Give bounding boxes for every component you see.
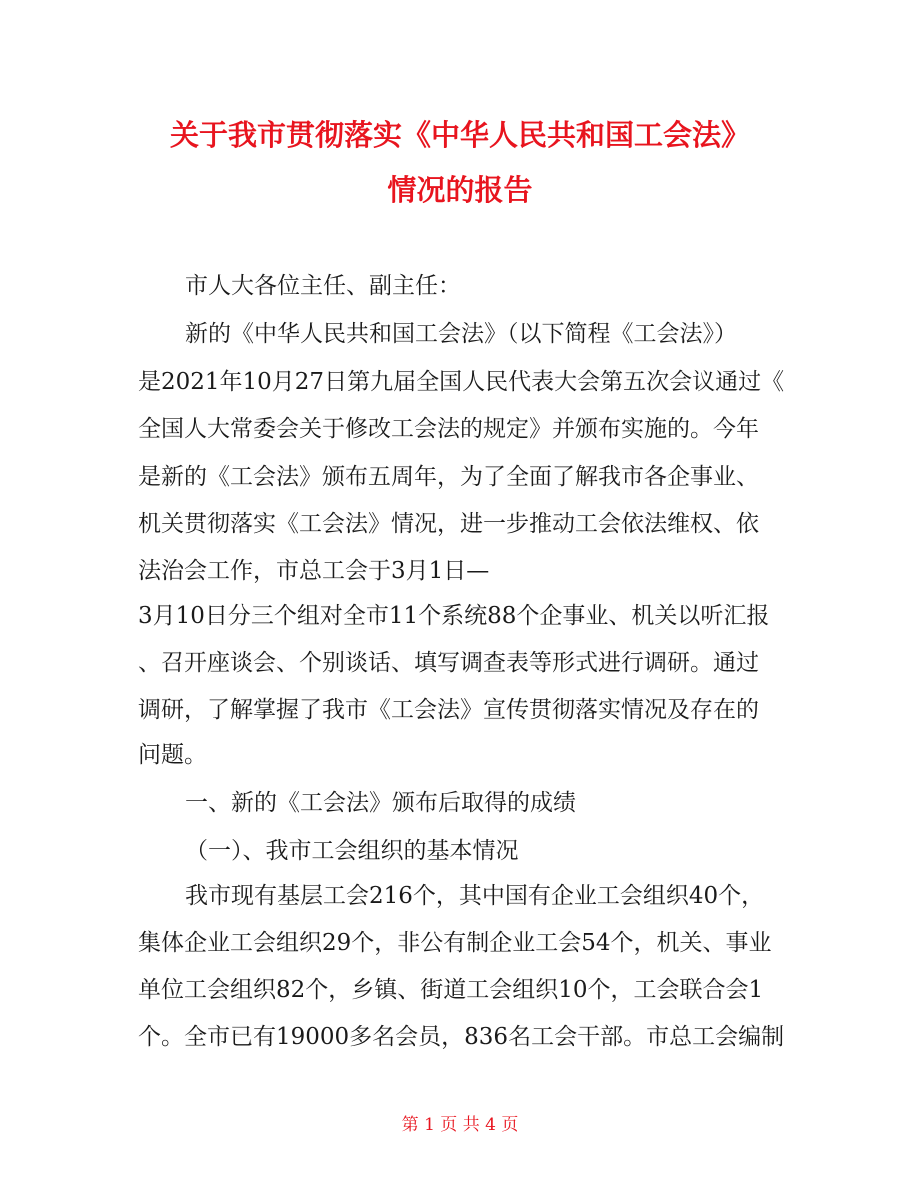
section-heading: 一、新的《工会法》颁布后取得的成绩 <box>185 790 576 816</box>
paragraph-line: 3月10日分三个组对全市11个系统88个企事业、机关以听汇报 <box>138 603 770 629</box>
paragraph-line: 调研，了解掌握了我市《工会法》宣传贯彻落实情况及存在的 <box>138 697 759 723</box>
paragraph-line: 集体企业工会组织29个，非公有制企业工会54个，机关、事业 <box>138 930 772 956</box>
page-number-footer: 第 1 页 共 4 页 <box>401 1115 519 1135</box>
paragraph-line: 单位工会组织82个，乡镇、街道工会组织10个，工会联合会1 <box>138 977 764 1003</box>
paragraph-line: 法治会工作，市总工会于3月1日— <box>138 558 490 584</box>
salutation: 市人大各位主任、副主任： <box>185 273 461 299</box>
paragraph-line: 全国人大常委会关于修改工会法的规定》并颁布实施的。今年 <box>138 416 759 442</box>
paragraph-line: 、召开座谈会、个别谈话、填写调查表等形式进行调研。通过 <box>138 650 759 676</box>
paragraph-line: 新的《中华人民共和国工会法》（以下简程《工会法》） <box>185 321 737 347</box>
paragraph-line: 个。全市已有19000多名会员，836名工会干部。市总工会编制 <box>138 1024 785 1050</box>
subsection-heading: （一）、我市工会组织的基本情况 <box>185 838 519 864</box>
document-title-line-1: 关于我市贯彻落实《中华人民共和国工会法》 <box>169 118 750 152</box>
paragraph-line: 我市现有基层工会216个，其中国有企业工会组织40个， <box>185 883 765 909</box>
document-title-line-2: 情况的报告 <box>387 173 533 207</box>
paragraph-line: 是新的《工会法》颁布五周年，为了全面了解我市各企事业、 <box>138 464 759 490</box>
paragraph-line: 问题。 <box>138 742 207 768</box>
paragraph-line: 是2021年10月27日第九届全国人民代表大会第五次会议通过《 <box>138 369 785 395</box>
paragraph-line: 机关贯彻落实《工会法》情况，进一步推动工会依法维权、依 <box>138 511 759 537</box>
